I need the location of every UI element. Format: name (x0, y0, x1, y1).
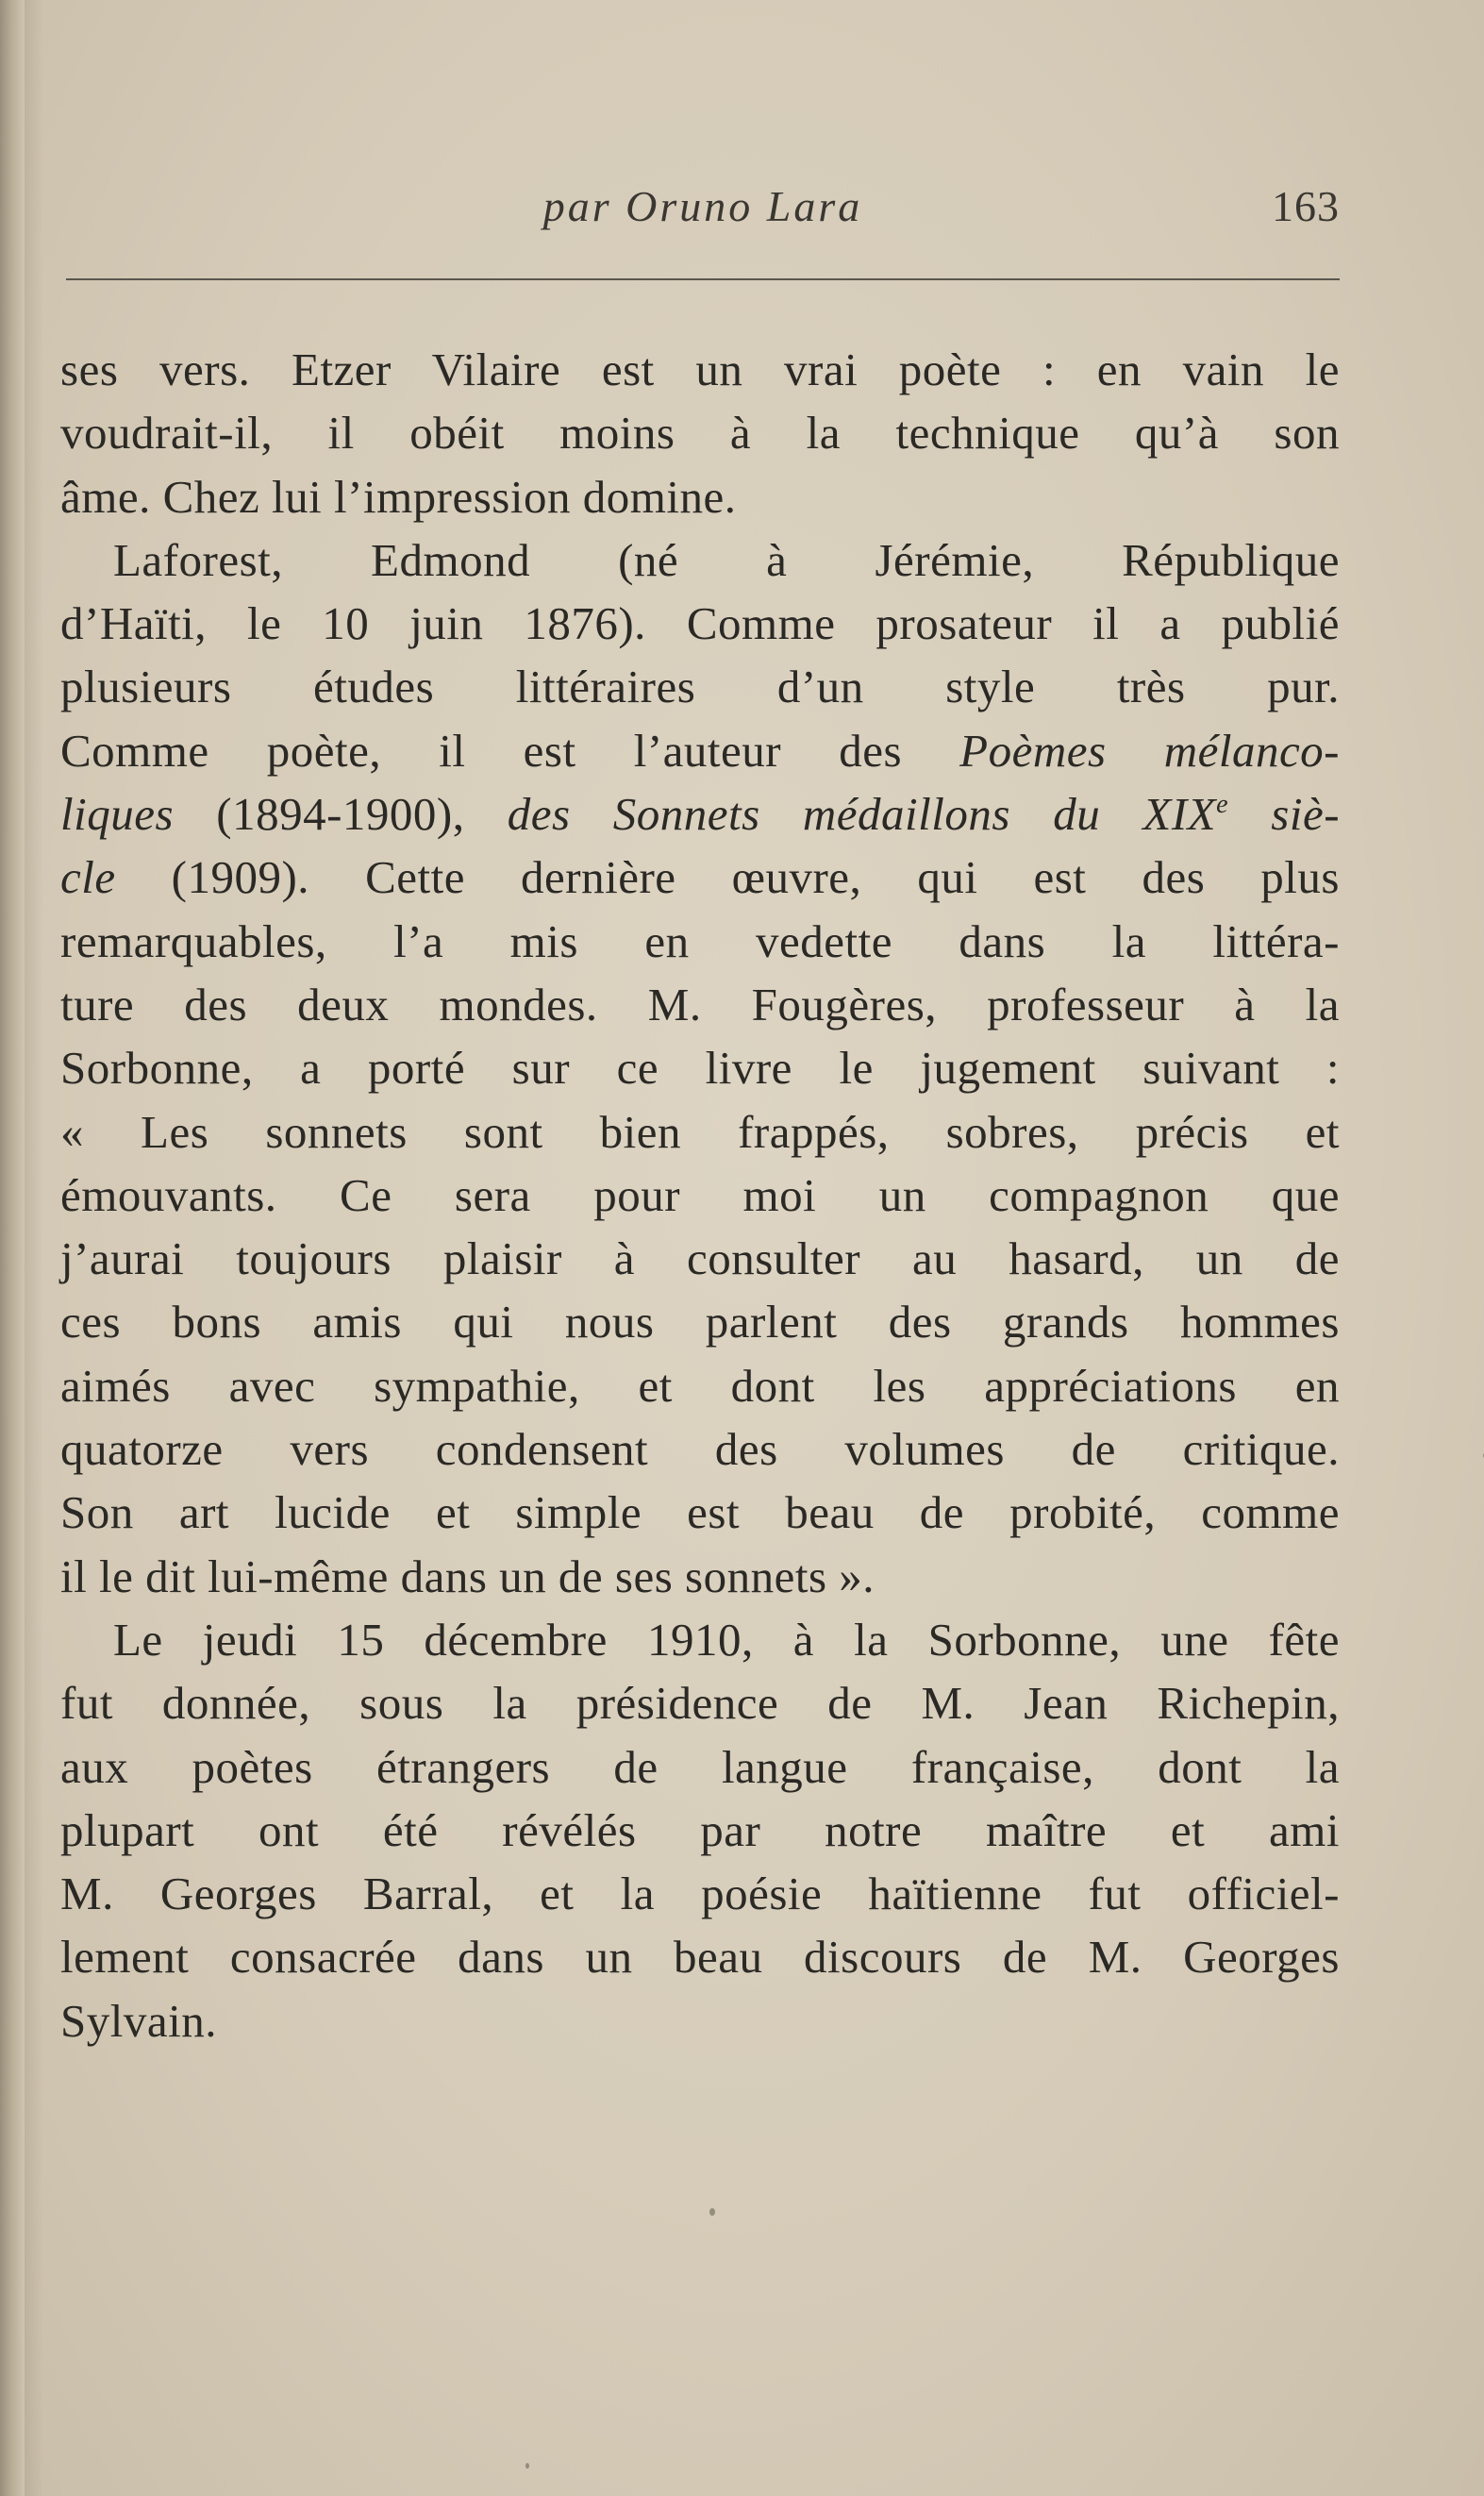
quote-line: quatorze vers condensent des volumes de critique. (60, 1423, 1340, 1476)
paper-speck (709, 2208, 715, 2216)
text-line: Sorbonne, a porté sur ce livre le jugement suivant : (60, 1042, 1340, 1095)
paragraph-start-line: Le jeudi 15 décembre 1910, à la Sorbonne, une fête (113, 1613, 1340, 1666)
text-line: d’Haïti, le 10 juin 1876). Comme prosateur il a publié (60, 597, 1340, 650)
paragraph-start-line: Laforest, Edmond (né à Jérémie, République (113, 533, 1340, 586)
paper-speck (525, 2463, 529, 2469)
running-head (66, 170, 1340, 245)
superscript: e (1216, 790, 1229, 820)
gutter-shadow (25, 0, 43, 2496)
header-rule (66, 278, 1340, 280)
text-line: voudrait-il, il obéit moins à la technique qu’à son (60, 407, 1340, 460)
text-line: âme. Chez lui l’impression domine. (60, 470, 737, 523)
text-line: M. Georges Barral, et la poésie haïtienne fut officiel- (60, 1868, 1340, 1920)
text-line: ses vers. Etzer Vilaire est un vrai poète : en vain le (60, 343, 1340, 395)
text-line (60, 719, 1340, 782)
running-title: par Oruno Lara (542, 182, 863, 230)
text-line: remarquables, l’a mis en vedette dans la littéra- (60, 914, 1340, 967)
text-line: lement consacrée dans un beau discours de M. Georges (60, 1931, 1340, 1984)
page-number: 163 (1272, 182, 1340, 230)
text-line: plusieurs études littéraires d’un style très pur. (60, 661, 1340, 713)
italic-segment: siè- (1271, 788, 1341, 841)
italic-title: cle (60, 851, 116, 904)
text-line: fut donnée, sous la présidence de M. Jean Richepin, (60, 1677, 1340, 1730)
text-line: Sylvain. (60, 1994, 217, 2047)
text-segment: (1894-1900), (216, 788, 465, 841)
text-line (60, 846, 1340, 909)
italic-title: Poèmes mélanco- (959, 724, 1341, 777)
text-line: plupart ont été révélés par notre maître et ami (60, 1803, 1340, 1856)
book-spine-shadow (0, 0, 25, 2496)
italic-title: liques (60, 788, 175, 841)
quote-line: aimés avec sympathie, et dont les appréciations en (60, 1359, 1340, 1412)
italic-title (508, 788, 1340, 840)
quote-line: ces bons amis qui nous parlent des grands hommes (60, 1296, 1340, 1349)
quote-line: émouvants. Ce sera pour moi un compagnon que (60, 1168, 1340, 1221)
text-line (60, 782, 1340, 846)
body-text (60, 338, 1340, 2052)
text-segment: (1909). Cette dernière œuvre, qui est des plus (171, 851, 1340, 904)
quote-line: j’aurai toujours plaisir à consulter au hasard, un de (60, 1232, 1340, 1285)
text-line: ture des deux mondes. M. Fougères, professeur à la (60, 978, 1340, 1030)
text-line: aux poètes étrangers de langue française, dont la (60, 1740, 1340, 1793)
text-segment: Comme poète, il est l’auteur des (60, 724, 903, 777)
quote-line: « Les sonnets sont bien frappés, sobres, précis et (60, 1105, 1340, 1158)
quote-line: Son art lucide et simple est beau de probité, comme (60, 1486, 1340, 1539)
quote-line: il le dit lui-même dans un de ses sonnets ». (60, 1550, 875, 1602)
italic-segment: des Sonnets médaillons du XIX (507, 788, 1217, 841)
